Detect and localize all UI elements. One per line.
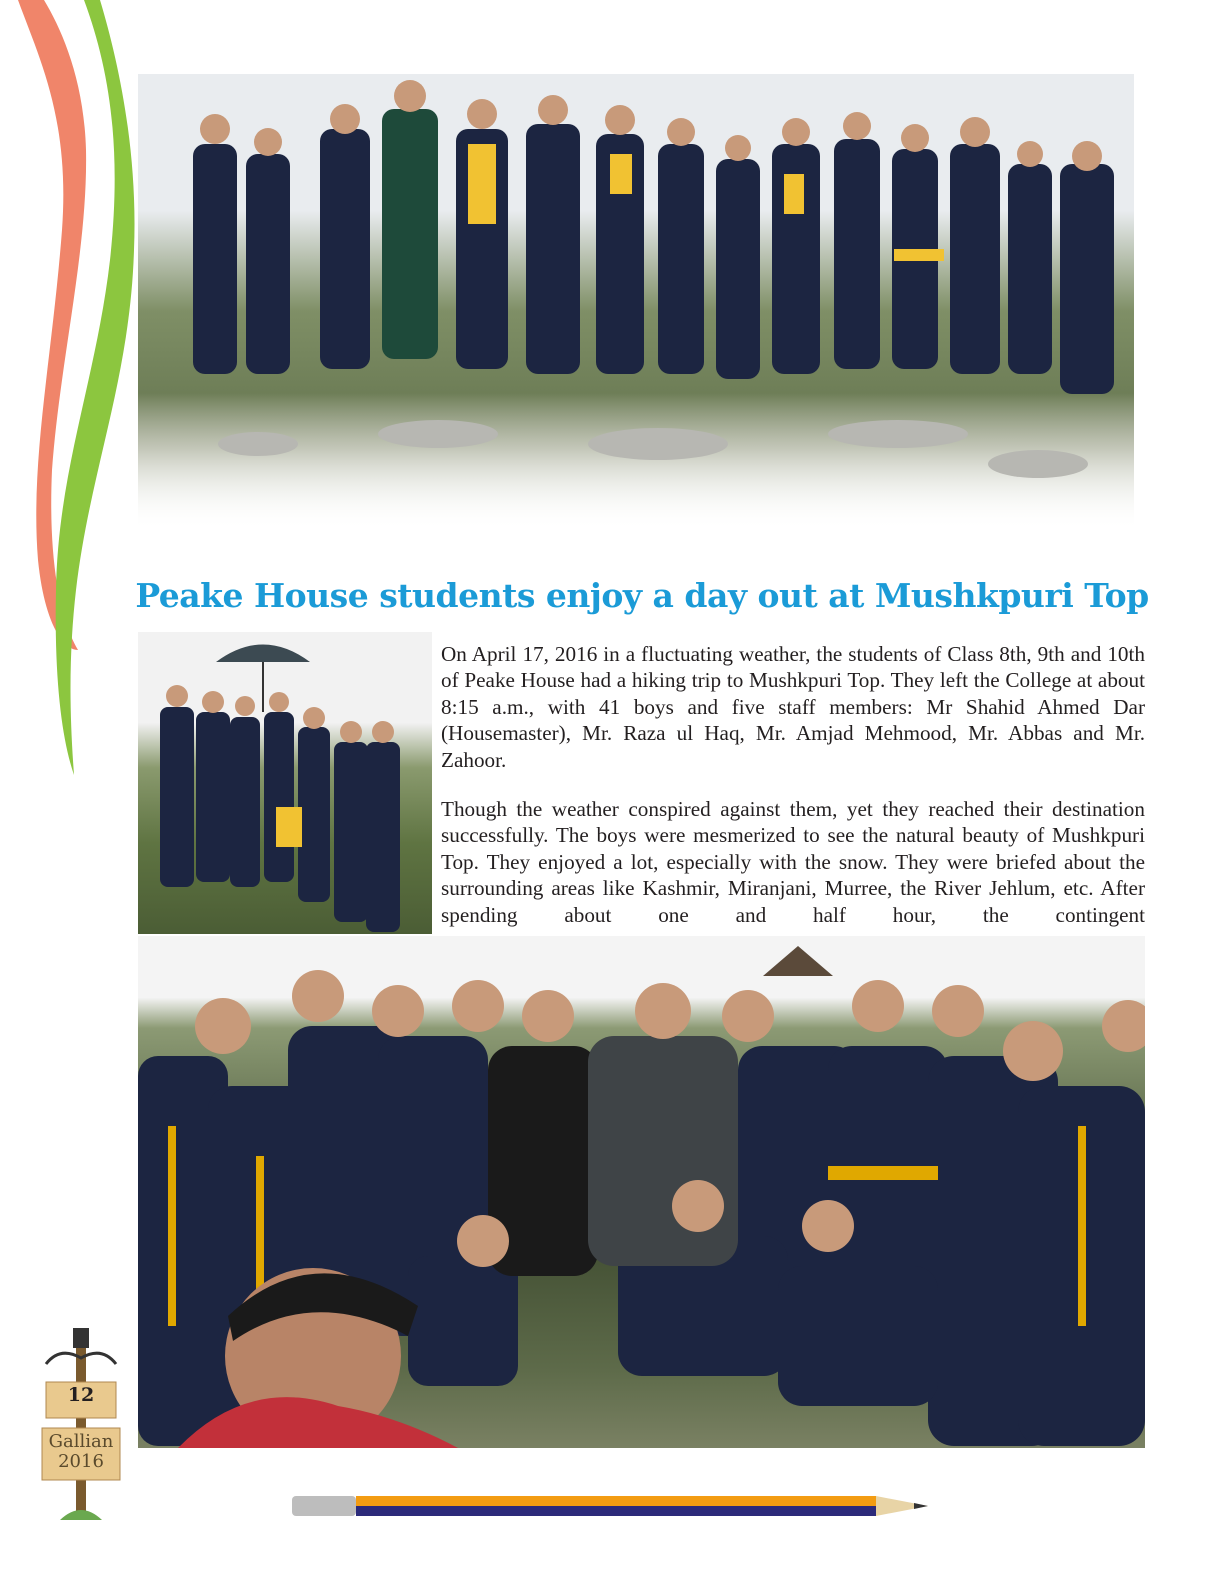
signpost-icon [40, 1324, 122, 1520]
article-headline: Peake House students enjoy a day out at Mushkpuri Top [135, 576, 1149, 615]
article-paragraph-1: On April 17, 2016 in a fluctuating weather, the students of Class 8th, 9th and 10th of Peake House had a hiking trip to Mushkpuri Top. They left the College at about 8:15 a.m., with 41 boys and five staff members: Mr Shahid Ahmed Dar (Housemaster), Mr. Raza ul Haq, Mr. Amjad Mehmood, Mr. Abbas and Mr. Zahoor. [441, 642, 1145, 772]
page-number: 12 [67, 1384, 95, 1406]
pencil-icon [288, 1490, 932, 1522]
umbrella-group-illustration [138, 632, 432, 934]
article-paragraph-2: Though the weather conspired against them, yet they reached their destination successfully. The boys were mesmerized to see the natural beauty of Mushkpuri Top. They enjoyed a lot, especially with the snow. They were briefed about the surrounding areas like Kashmir, Miranjani, Murree, the River Jehlum, etc. After spending about one and half hour, the contingent [441, 797, 1145, 927]
decorative-swoosh [0, 0, 140, 800]
students-group-illustration [138, 74, 1134, 530]
brand-year: 2016 [58, 1451, 104, 1472]
group-photo-selfie [138, 936, 1145, 1448]
selfie-group-illustration [138, 936, 1145, 1448]
magazine-brand [40, 1432, 122, 1472]
group-photo-umbrella [138, 632, 432, 934]
group-photo-top [138, 74, 1134, 530]
page-signpost [40, 1324, 122, 1520]
brand-name: Gallian [48, 1431, 114, 1452]
